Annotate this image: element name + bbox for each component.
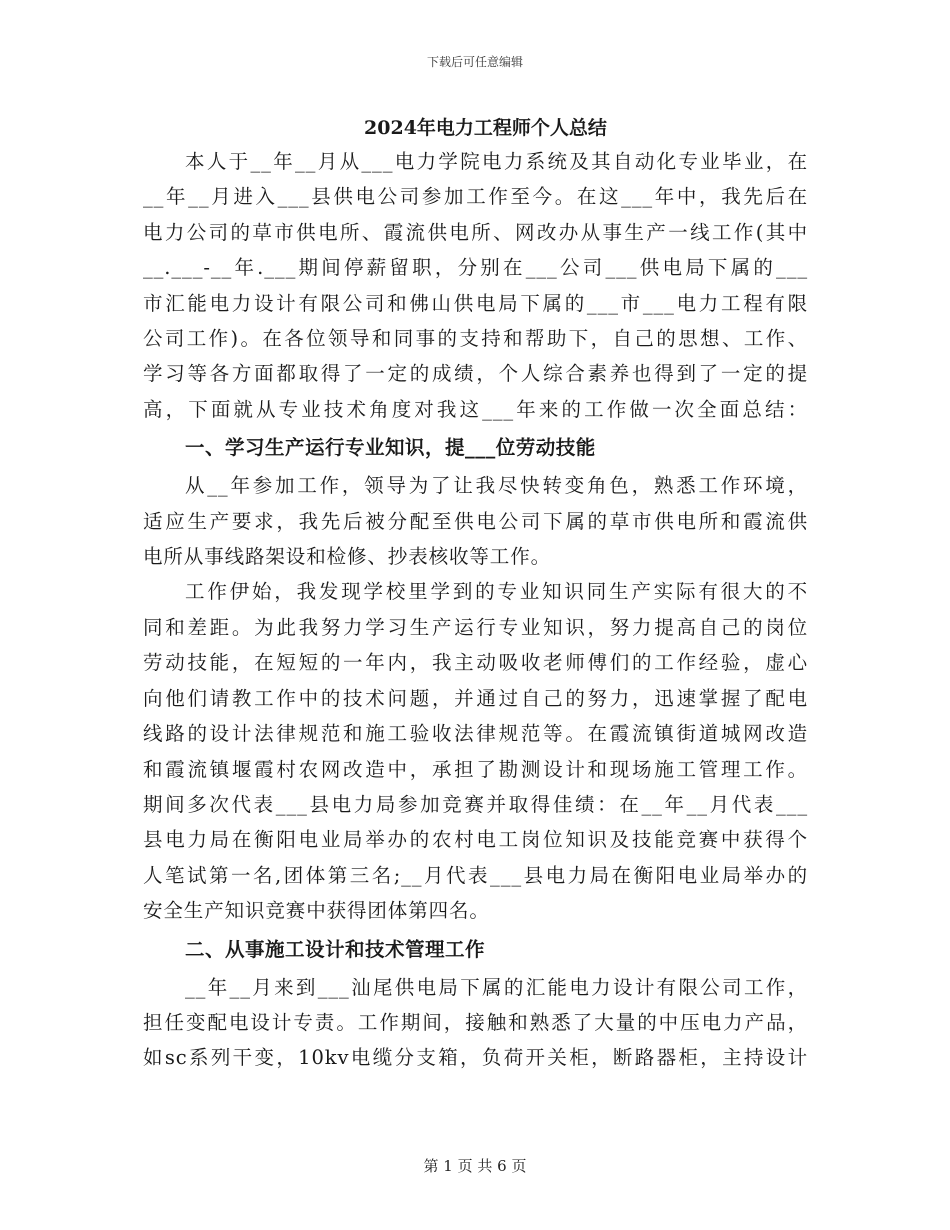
text-line: 线路的设计法律规范和施工验收法律规范等。在霞流镇街道城网改造 <box>143 722 808 746</box>
text-line: 公司工作)。在各位领导和同事的支持和帮助下，自己的思想、工作、 <box>143 327 808 351</box>
text-line: 电力公司的草市供电所、霞流供电所、网改办从事生产一线工作(其中 <box>143 220 808 244</box>
text-line: 担任变配电设计专责。工作期间，接触和熟悉了大量的中压电力产品， <box>143 1010 808 1034</box>
text-line: 学习等各方面都取得了一定的成绩，个人综合素养也得到了一定的提 <box>143 362 808 386</box>
text-line: 如sc系列干变，10kv电缆分支箱，负荷开关柜，断路器柜，主持设计 <box>143 1046 808 1070</box>
text-line: 劳动技能，在短短的一年内，我主动吸收老师傅们的工作经验，虚心 <box>143 651 808 675</box>
text-line: 电所从事线路架设和检修、抄表核收等工作。 <box>143 545 552 569</box>
section-1-paragraph-1 <box>143 468 808 574</box>
document-title: 2024年电力工程师个人总结 <box>364 117 607 139</box>
text-line: 县电力局在衡阳电业局举办的农村电工岗位知识及技能竞赛中获得个 <box>143 828 808 852</box>
text-line: 从__年参加工作，领导为了让我尽快转变角色，熟悉工作环境， <box>185 474 808 498</box>
text-line: 和霞流镇堰霞村农网改造中，承担了勘测设计和现场施工管理工作。 <box>143 757 808 781</box>
text-line: 安全生产知识竞赛中获得团体第四名。 <box>143 899 490 923</box>
section-1-paragraph-2 <box>143 574 808 928</box>
text-line: __.___-__年.___期间停薪留职，分别在___公司___供电局下属的___ <box>143 256 808 280</box>
section-1-heading: 一、学习生产运行专业知识，提___位劳动技能 <box>185 436 596 460</box>
page-footer: 第 1 页 共 6 页 <box>423 1157 527 1175</box>
text-line: 向他们请教工作中的技术问题，并通过自己的努力，迅速掌握了配电 <box>143 686 808 710</box>
text-line: 期间多次代表___县电力局参加竞赛并取得佳绩：在__年__月代表___ <box>143 792 808 816</box>
text-line: 人笔试第一名,团体第三名;__月代表___县电力局在衡阳电业局举办的 <box>143 863 808 887</box>
text-line: __年__月来到___汕尾供电局下属的汇能电力设计有限公司工作， <box>185 975 808 999</box>
text-line: 适应生产要求，我先后被分配至供电公司下属的草市供电所和霞流供 <box>143 509 808 533</box>
text-line: 同和差距。为此我努力学习生产运行专业知识，努力提高自己的岗位 <box>143 615 808 639</box>
text-line: 市汇能电力设计有限公司和佛山供电局下属的___市___电力工程有限 <box>143 291 808 315</box>
text-line: 本人于__年__月从___电力学院电力系统及其自动化专业毕业，在 <box>185 150 808 173</box>
text-line: 工作伊始，我发现学校里学到的专业知识同生产实际有很大的不 <box>185 580 808 604</box>
section-2-paragraph-1 <box>143 970 808 1076</box>
text-line: 高，下面就从专业技术角度对我这___年来的工作做一次全面总结： <box>143 397 808 421</box>
section-2-heading: 二、从事施工设计和技术管理工作 <box>185 937 486 961</box>
document-body <box>143 112 808 1076</box>
text-line: __年__月进入___县供电公司参加工作至今。在这___年中，我先后在 <box>143 185 808 209</box>
intro-paragraph <box>143 144 808 427</box>
page-header: 下载后可任意编辑 <box>426 55 523 69</box>
